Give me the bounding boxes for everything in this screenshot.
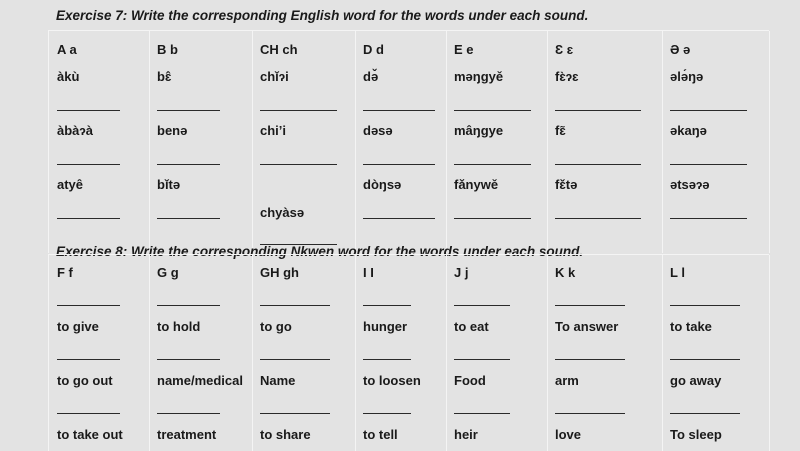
sound-header: Ɛ ɛ	[555, 42, 574, 57]
exercise-8-table	[48, 254, 769, 451]
sound-header: B b	[157, 42, 178, 57]
word-cell: Food	[454, 373, 486, 388]
answer-blank[interactable]	[157, 218, 220, 219]
word-cell: məŋgyě	[454, 69, 504, 84]
word-cell: Name	[260, 373, 296, 388]
answer-blank[interactable]	[670, 110, 747, 111]
answer-blank[interactable]	[260, 359, 330, 360]
answer-blank[interactable]	[454, 164, 531, 165]
word-cell: də̌	[363, 69, 379, 84]
answer-blank[interactable]	[57, 110, 120, 111]
answer-blank[interactable]	[454, 218, 531, 219]
answer-blank[interactable]	[260, 164, 337, 165]
word-cell: to give	[57, 319, 99, 334]
answer-blank[interactable]	[57, 413, 120, 414]
word-cell: bɛ̂	[157, 69, 172, 84]
exercise8-column-5	[547, 255, 663, 451]
answer-blank[interactable]	[555, 359, 625, 360]
word-cell: mâŋgye	[454, 123, 504, 138]
word-cell: to hold	[157, 319, 201, 334]
word-cell: treatment	[157, 427, 217, 442]
exercise7-column-0	[49, 31, 150, 253]
answer-blank[interactable]	[363, 164, 435, 165]
answer-blank[interactable]	[454, 413, 510, 414]
sound-header: L l	[670, 265, 685, 280]
exercise7-column-3	[355, 31, 447, 253]
word-cell: to go out	[57, 373, 113, 388]
answer-blank[interactable]	[157, 164, 220, 165]
answer-blank[interactable]	[57, 305, 120, 306]
word-cell: àkù	[57, 69, 80, 84]
answer-blank[interactable]	[555, 164, 641, 165]
answer-blank[interactable]	[670, 359, 740, 360]
exercise8-column-1	[149, 255, 253, 451]
word-cell: to loosen	[363, 373, 421, 388]
exercise8-column-0	[49, 255, 150, 451]
word-cell: hunger	[363, 319, 408, 334]
word-cell: chi’i	[260, 123, 287, 138]
answer-blank[interactable]	[670, 218, 747, 219]
answer-blank[interactable]	[670, 305, 740, 306]
answer-blank[interactable]	[454, 305, 510, 306]
sound-header: GH gh	[260, 265, 299, 280]
sound-header: CH ch	[260, 42, 298, 57]
word-cell: bǐtə	[157, 177, 181, 192]
word-cell: àbàɂà	[57, 123, 93, 138]
word-cell: chǐɂi	[260, 69, 289, 84]
exercise7-column-6	[662, 31, 770, 253]
answer-blank[interactable]	[670, 164, 747, 165]
answer-blank[interactable]	[260, 305, 330, 306]
word-cell: love	[555, 427, 582, 442]
answer-blank[interactable]	[555, 413, 625, 414]
word-cell: fɛ̀ɂɛ	[555, 69, 579, 84]
exercise-7-table	[48, 30, 769, 253]
word-cell: ətsəɂə	[670, 177, 710, 192]
answer-blank[interactable]	[363, 218, 435, 219]
word-cell: dòŋsə	[363, 177, 402, 192]
word-cell: chyàsə	[260, 205, 305, 220]
answer-blank[interactable]	[157, 110, 220, 111]
sound-header: Ə ə	[670, 42, 691, 57]
exercise8-column-4	[446, 255, 548, 451]
sound-header: G g	[157, 265, 179, 280]
answer-blank[interactable]	[363, 413, 411, 414]
sound-header: I I	[363, 265, 374, 280]
answer-blank[interactable]	[555, 218, 641, 219]
sound-header: D d	[363, 42, 384, 57]
answer-blank[interactable]	[157, 359, 220, 360]
word-cell: dəsə	[363, 123, 393, 138]
answer-blank[interactable]	[363, 359, 411, 360]
word-cell: to share	[260, 427, 311, 442]
word-cell: fǎnywě	[454, 177, 499, 192]
word-cell: To answer	[555, 319, 619, 334]
answer-blank[interactable]	[454, 359, 510, 360]
word-cell: atyê	[57, 177, 84, 192]
sound-header: F f	[57, 265, 73, 280]
sound-header: A a	[57, 42, 77, 57]
answer-blank[interactable]	[555, 305, 625, 306]
answer-blank[interactable]	[260, 110, 337, 111]
exercise7-column-1	[149, 31, 253, 253]
word-cell: benə	[157, 123, 188, 138]
word-cell: to take	[670, 319, 712, 334]
word-cell: fɛ̌tə	[555, 177, 578, 192]
answer-blank[interactable]	[157, 305, 220, 306]
sound-header: J j	[454, 265, 469, 280]
answer-blank[interactable]	[260, 413, 330, 414]
exercise7-column-4	[446, 31, 548, 253]
sound-header: K k	[555, 265, 576, 280]
exercise-8-title: Exercise 8: Write the corresponding Nkwen word for the words under each sound.	[56, 244, 584, 259]
word-cell: to tell	[363, 427, 398, 442]
answer-blank[interactable]	[57, 359, 120, 360]
word-cell: go away	[670, 373, 722, 388]
word-cell: arm	[555, 373, 579, 388]
word-cell: fɛ̃	[555, 123, 566, 138]
word-cell: to go	[260, 319, 292, 334]
answer-blank[interactable]	[363, 305, 411, 306]
word-cell: heir	[454, 427, 478, 442]
word-cell: əkaŋə	[670, 123, 707, 138]
word-cell: to eat	[454, 319, 489, 334]
word-cell: name/medical	[157, 373, 243, 388]
exercise7-column-5	[547, 31, 663, 253]
word-cell: To sleep	[670, 427, 722, 442]
exercise7-column-2	[252, 31, 356, 253]
exercise8-column-3	[355, 255, 447, 451]
exercise8-column-6	[662, 255, 770, 451]
word-cell: to take out	[57, 427, 123, 442]
answer-blank[interactable]	[670, 413, 740, 414]
answer-blank[interactable]	[454, 110, 531, 111]
answer-blank[interactable]	[157, 413, 220, 414]
word-cell: ələ́ŋə	[670, 69, 704, 84]
answer-blank[interactable]	[57, 164, 120, 165]
exercise8-column-2	[252, 255, 356, 451]
answer-blank[interactable]	[57, 218, 120, 219]
exercise-7-title: Exercise 7: Write the corresponding English word for the words under each sound.	[56, 8, 589, 23]
answer-blank[interactable]	[363, 110, 435, 111]
sound-header: E e	[454, 42, 474, 57]
answer-blank[interactable]	[555, 110, 641, 111]
